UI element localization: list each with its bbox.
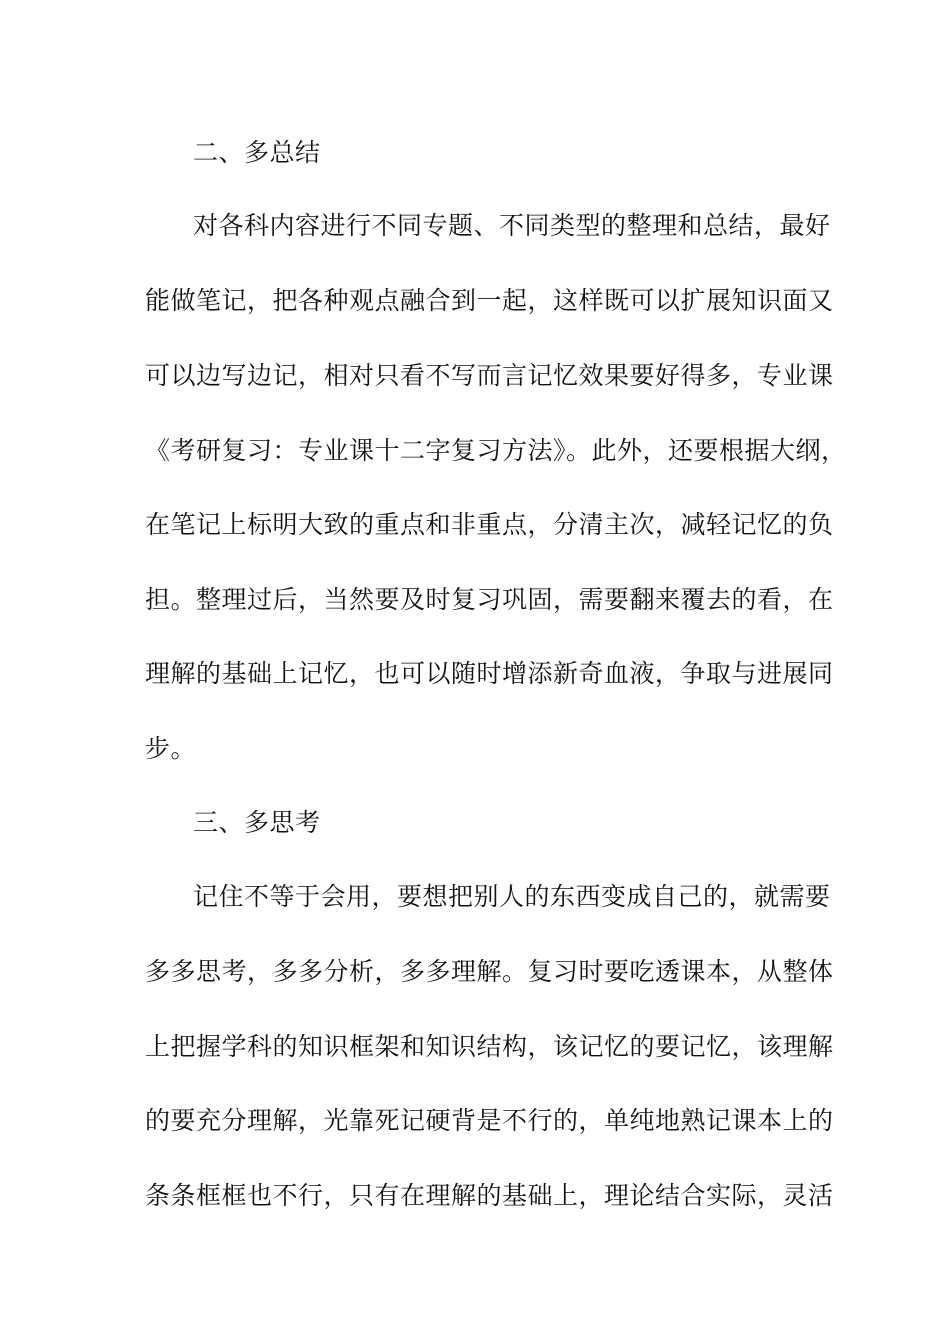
- section-heading-think: 三、多思考: [193, 808, 321, 837]
- paragraph-line: 可以边写边记，相对只看不写而言记忆效果要好得多，专业课: [145, 361, 834, 390]
- paragraph-line: 能做笔记，把各种观点融合到一起，这样既可以扩展知识面又: [145, 286, 834, 315]
- paragraph-line: 上把握学科的知识框架和知识结构，该记忆的要记忆，该理解: [145, 1032, 834, 1061]
- paragraph-line: 记住不等于会用，要想把别人的东西变成自己的，就需要: [193, 882, 831, 911]
- paragraph-line: 理解的基础上记忆，也可以随时增添新奇血液，争取与进展同: [145, 659, 834, 688]
- paragraph-line: 对各科内容进行不同专题、不同类型的整理和总结，最好: [193, 211, 831, 240]
- paragraph-line: 的要充分理解，光靠死记硬背是不行的，单纯地熟记课本上的: [145, 1106, 834, 1135]
- paragraph-line: 多多思考，多多分析，多多理解。复习时要吃透课本，从整体: [145, 957, 834, 986]
- section-heading-summarize: 二、多总结: [193, 138, 321, 167]
- paragraph-line: 条条框框也不行，只有在理解的基础上，理论结合实际，灵活: [145, 1181, 834, 1210]
- paragraph-line: 担。整理过后，当然要及时复习巩固，需要翻来覆去的看，在: [145, 585, 834, 614]
- paragraph-line: 《考研复习：专业课十二字复习方法》。此外，还要根据大纲，: [145, 436, 847, 465]
- paragraph-line: 步。: [145, 734, 197, 763]
- paragraph-line: 在笔记上标明大致的重点和非重点，分清主次，减轻记忆的负: [145, 510, 834, 539]
